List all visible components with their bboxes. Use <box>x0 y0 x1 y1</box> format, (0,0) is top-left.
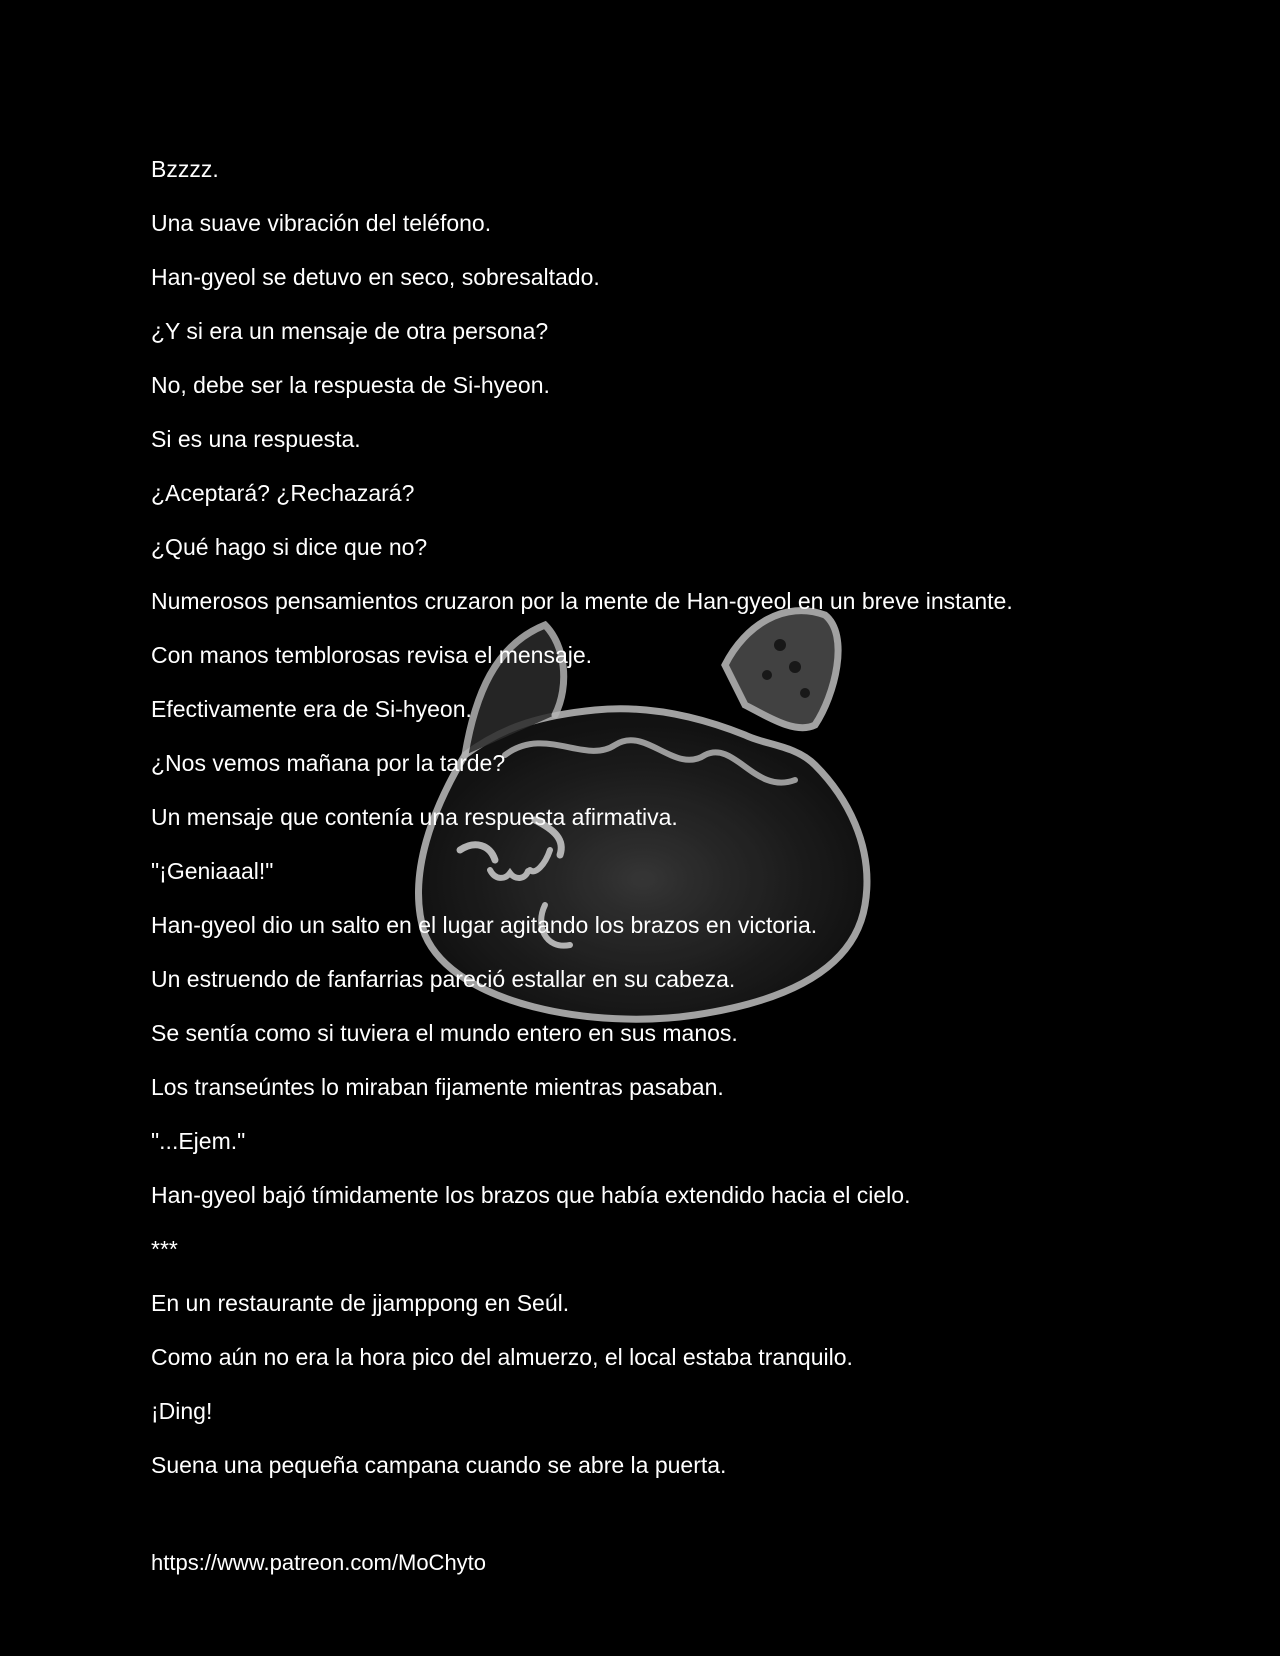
story-line: "...Ejem." <box>151 1128 246 1154</box>
story-line: Bzzzz. <box>151 156 219 182</box>
story-line: Un estruendo de fanfarrias pareció estallar en su cabeza. <box>151 966 736 992</box>
story-line: Han-gyeol bajó tímidamente los brazos que había extendido hacia el cielo. <box>151 1182 911 1208</box>
story-line: ¿Y si era un mensaje de otra persona? <box>151 318 549 344</box>
story-line: No, debe ser la respuesta de Si-hyeon. <box>151 372 550 398</box>
story-line: Si es una respuesta. <box>151 426 361 452</box>
story-line: Los transeúntes lo miraban fijamente mientras pasaban. <box>151 1074 724 1100</box>
patreon-link[interactable]: https://www.patreon.com/MoChyto <box>151 1550 487 1575</box>
story-line: Numerosos pensamientos cruzaron por la mente de Han-gyeol en un breve instante. <box>151 588 1013 614</box>
story-line: Una suave vibración del teléfono. <box>151 210 492 236</box>
story-line: "¡Geniaaal!" <box>151 858 274 884</box>
story-line: En un restaurante de jjamppong en Seúl. <box>151 1290 570 1316</box>
story-line: Como aún no era la hora pico del almuerzo, el local estaba tranquilo. <box>151 1344 853 1370</box>
scene-break: *** <box>151 1236 178 1262</box>
story-line: ¿Nos vemos mañana por la tarde? <box>151 750 506 776</box>
story-line: ¿Aceptará? ¿Rechazará? <box>151 480 415 506</box>
story-line: Efectivamente era de Si-hyeon. <box>151 696 472 722</box>
story-line: ¡Ding! <box>151 1398 213 1424</box>
story-line: Con manos temblorosas revisa el mensaje. <box>151 642 593 668</box>
story-line: Un mensaje que contenía una respuesta afirmativa. <box>151 804 678 830</box>
story-line: Han-gyeol se detuvo en seco, sobresaltado. <box>151 264 600 290</box>
story-line: Se sentía como si tuviera el mundo entero en sus manos. <box>151 1020 738 1046</box>
story-text <box>151 142 1211 1492</box>
story-line: Suena una pequeña campana cuando se abre la puerta. <box>151 1452 727 1478</box>
story-line: ¿Qué hago si dice que no? <box>151 534 428 560</box>
story-line: Han-gyeol dio un salto en el lugar agitando los brazos en victoria. <box>151 912 818 938</box>
